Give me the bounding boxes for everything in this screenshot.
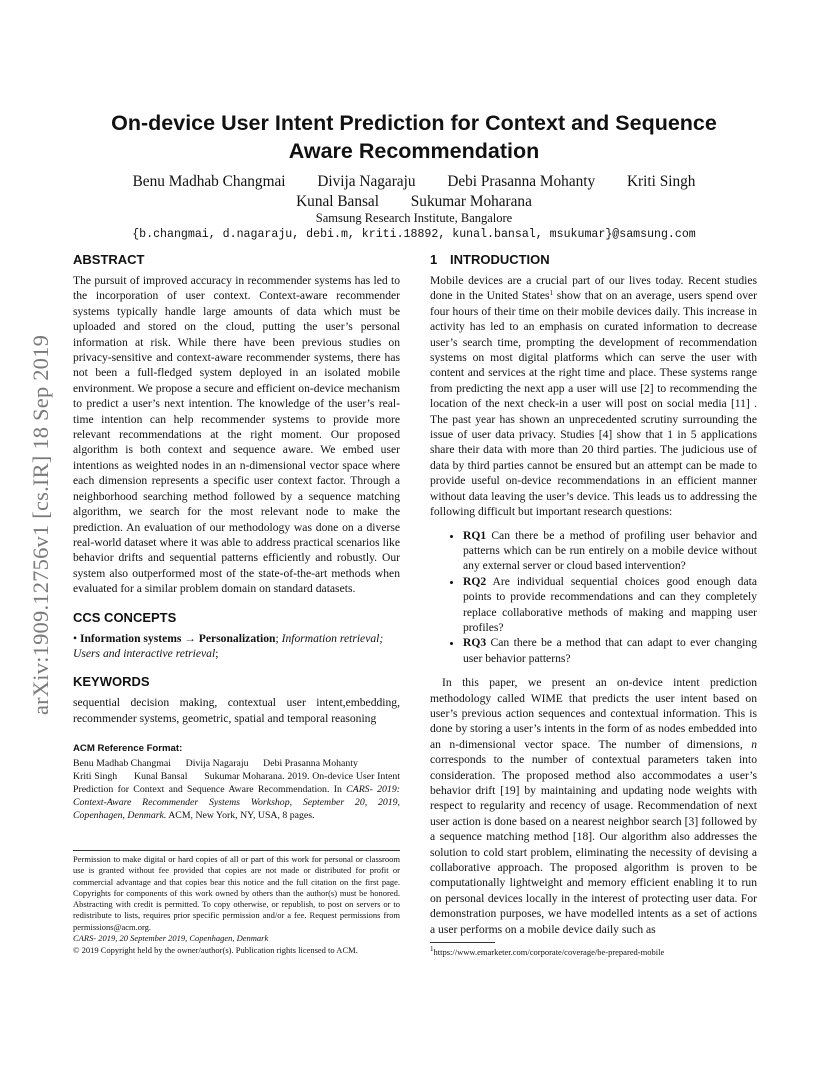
acm-ref-authors-1: Benu Madhab Changmai Divija Nagaraju Debi Prasanna Mohanty [73,758,358,770]
rq-text: Can there be a method of profiling user behavior and patterns which can be run entirely on a mobile device without any external server or cloud based intervention? [463,528,757,573]
copyright-line: © 2019 Copyright held by the owner/author(s). Publication rights licensed to ACM. [73,945,358,956]
right-column [430,251,757,937]
intro-p1-text-a: Mobile devices are a crucial part of our lives today. Recent studies done in the United States [430,274,757,303]
left-column [73,251,403,831]
permission-notice [73,850,400,957]
author-name: Sukumar Moharana [410,193,532,210]
intro-paragraph-1 [430,273,757,520]
author-row-2 [80,192,748,212]
keywords-text: sequential decision making, contextual user intent,embedding, recommender systems, geometric, spatial and temporal reasoning [73,696,400,725]
keywords-section [73,673,400,726]
abstract-text: The pursuit of improved accuracy in recommender systems has led to the incorporation of user context. Context-aware recommender systems typically handle large amounts of data which must be uploaded and stored on the cloud, putting the user’s personal information at risk. While there have been previous studies on privacy-sensitive and context-aware recommender systems, there has not been a full-fledged system deployed in an isolated mobile environment. We propose a secure and efficient on-device mechanism to predict a user’s next intention. The knowledge of the user’s real-time intention can help recommender systems to provide more relevant recommendations at the right moment. Our proposed algorithm is both context and sequence aware. We embed user intentions as weighted nodes in an n-dimensional vector space where each dimension represents a specific user context factor. Through a neighborhood searching method followed by a sequence matching algorithm, we search for the most relevant node to make the prediction. An evaluation of our methodology was done on a diverse real-world dataset where it was able to address practical scenarios like behavior drifts and sequential patterns efficiently and robustly. Our system also outperformed most of the state-of-the-art methods when evaluated for a similar problem domain on standard datasets. [73,274,400,596]
ccs-concept-secondary: Information retrieval; Users and interactive retrieval [73,631,384,660]
author-name: Benu Madhab Changmai [132,173,286,190]
rq-text: Are individual sequential choices good enough data points to provide recommendations and can they completely replace collaborative methods of making and mapping user profiles? [463,574,757,634]
permission-text: Permission to make digital or hard copies of all or part of this work for personal or classroom use is granted without fee provided that copies are not made or distributed for profit or commercial advantage and that copies bear this notice and the full citation on the first page. Copyrights for components of this work owned by others than the author(s) must be honored. Abstracting with credit is permitted. To copy otherwise, or republish, to post on servers or to redistribute to lists, requires prior specific permission and/or a fee. Request permissions from permissions@acm.org. [73,854,400,932]
ccs-heading: CCS CONCEPTS [73,609,177,625]
ccs-text [73,631,400,662]
author-name: Kriti Singh [626,173,696,190]
rq-label: RQ2 [463,574,487,588]
footnote-link[interactable]: https://www.emarketer.com/corporate/coverage/be-prepared-mobile [433,947,665,957]
acm-ref-authors-2: Kriti Singh Kunal Bansal Sukumar Moharana. 2019. On-device User Intent Prediction for Context and Sequence Aware Recommendation. In [73,771,403,796]
section-title: INTRODUCTION [450,252,550,267]
arxiv-id: arXiv:1909.12756v1 [cs.IR] 18 Sep 2019 [28,334,53,716]
acm-reference [73,742,403,822]
author-row-1 [80,172,748,192]
ccs-bullet: • [73,631,80,645]
intro-p1-text-b: show that on an average, users spend over four hours of their time on their mobile devices daily. This increase in activity has led to an emphasis on curated information to decrease user’s search time, prompting the development of recommendation systems on most digital platforms which can serve the user with content and services at the right time and place. These systems range from predicting the next app a user will use [2] to recommending the location of the next check-in a user will post on social media [11] . The past year has shown an unprecedented scrutiny surrounding the issue of user data privacy. Studies [4] show that 1 in 5 applications share their data with more than 20 third parties. The judicious use of data by third parties cannot be ensured but an attempt can be made to provide useful on-device recommendations in an efficient manner without data leaving the user’s device. This leads us to addressing the following difficult but important research questions: [430,289,758,519]
acm-ref-venue: CARS- 2019: Context-Aware Recommender Systems Workshop, September 20, 2019, Copenhagen, Denmark. [73,784,400,822]
rq-label: RQ1 [463,528,487,542]
abstract-heading: ABSTRACT [73,252,145,267]
research-questions [430,528,757,667]
ccs-separator: ; [275,631,282,645]
permission-venue-text: CARS- 2019, 20 September 2019, Copenhagen, Denmark [73,933,269,944]
research-question [463,574,757,636]
intro-heading [430,251,757,269]
intro-p2-n: n [751,737,757,751]
keywords-heading: KEYWORDS [73,674,150,690]
author-name: Divija Nagaraju [317,173,416,190]
intro-paragraph-2 [430,675,757,937]
footnote-mark: 1 [430,945,434,953]
intro-p2-text-b: corresponds to the number of contextual parameters taken into consideration. The proposed method also accommodates a user’s behavior drift [19] by maintaining and updating node weights with respect to regularity and recency of usage. Recommendation of next user action is done based on a nearest neighbor search [3] followed by a sequence matching method [18]. Our algorithm also addresses the solution to cold start problem, eliminating the necessity of devising a collaborative approach. The proposed algorithm is proven to be computationally lightweight and memory efficient enabling it to run on personal devices locally in the interest of protecting user data. For demonstration purposes, we have modelled intents as a set of actions a user performs on a mobile device daily such as [430,753,757,936]
ccs-end: ; [215,646,219,660]
author-emails: {b.changmai, d.nagaraju, debi.m, kriti.18892, kunal.bansal, msukumar}@samsung.com [132,228,696,241]
ccs-section [73,609,400,662]
footnote-ref: 1 [549,289,554,298]
intro-p2-text-a: In this paper, we present an on-device intent prediction methodology called WIME that predicts the user intent based on user’s previous action sequences and contextual information. This is done by storing a user’s intents in the form of as nodes embedded into an n-dimensional vector space. The number of dimensions, [430,676,757,751]
rq-label: RQ3 [463,636,487,650]
author-name: Kunal Bansal [296,193,379,210]
ccs-concept-primary: Information systems → Personalization [79,631,276,645]
acm-reference-heading: ACM Reference Format: [73,743,183,755]
arxiv-stamp [18,290,64,760]
abstract-section [73,251,400,597]
research-question [463,635,757,666]
author-name: Debi Prasanna Mohanty [447,173,596,190]
author-list [80,172,748,212]
footnote [430,946,757,958]
footnote-divider [430,942,495,943]
affiliation: Samsung Research Institute, Bangalore [315,211,513,225]
permission-venue [73,933,400,944]
section-number: 1 [430,252,438,267]
rq-text: Can there be a method that can adapt to ever changing user behavior patterns? [463,636,757,665]
research-question [463,528,757,574]
acm-reference-text [73,757,403,822]
paper-title: On-device User Intent Prediction for Context and Sequence Aware Recommendation [111,111,717,163]
acm-ref-tail: ACM, New York, NY, USA, 8 pages. [166,810,315,822]
